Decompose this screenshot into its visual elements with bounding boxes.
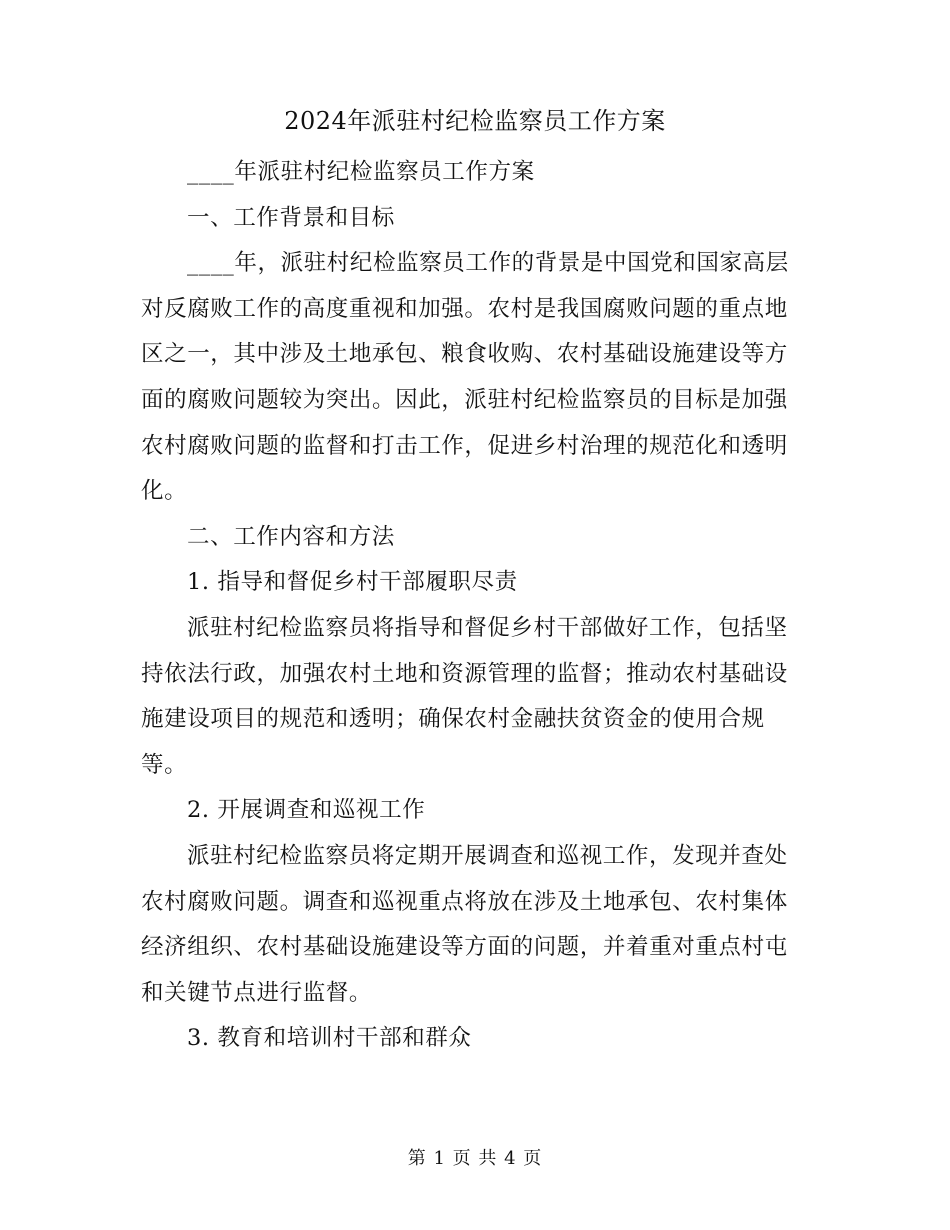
section-heading-1: 一、工作背景和目标 [187, 204, 395, 231]
subtitle-line: ____年派驻村纪检监察员工作方案 [187, 159, 535, 185]
item-heading-1: 1. 指导和督促乡村干部履职尽责 [187, 569, 518, 596]
item-heading-3: 3. 教育和培训村干部和群众 [187, 1025, 472, 1052]
paragraph-item-1: 派驻村纪检监察员将指导和督促乡村干部做好工作，包括坚持依法行政，加强农村土地和资源管理的监督；推动农村基础设施建设项目的规范和透明；确保农村金融扶贫资金的使用合规等。 [141, 614, 788, 778]
item-heading-2: 2. 开展调查和巡视工作 [187, 797, 426, 824]
page-footer: 第 1 页 共 4 页 [407, 1148, 543, 1169]
document-title: 2024年派驻村纪检监察员工作方案 [284, 107, 666, 135]
paragraph-item-2: 派驻村纪检监察员将定期开展调查和巡视工作，发现并查处农村腐败问题。调查和巡视重点将放在涉及土地承包、农村集体经济组织、农村基础设施建设等方面的问题，并着重对重点村屯和关键节点进行监督。 [141, 842, 788, 1006]
paragraph-background: ____年，派驻村纪检监察员工作的背景是中国党和国家高层对反腐败工作的高度重视和加强。农村是我国腐败问题的重点地区之一，其中涉及土地承包、粮食收购、农村基础设施建设等方面的腐败问题较为突出。因此，派驻村纪检监察员的目标是加强农村腐败问题的监督和打击工作，促进乡村治理的规范化和透明化。 [141, 250, 789, 505]
section-heading-2: 二、工作内容和方法 [187, 523, 395, 550]
document-body [141, 150, 801, 1062]
